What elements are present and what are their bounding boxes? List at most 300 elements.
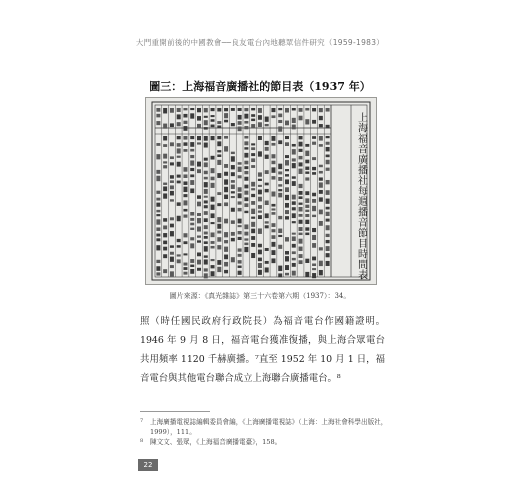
schedule-glyph-mark [224,187,228,192]
schedule-glyph-mark [299,196,303,199]
schedule-glyph-mark [197,162,201,167]
schedule-glyph-mark [278,189,282,191]
schedule-glyph-mark [319,136,323,141]
schedule-glyph-mark [258,172,262,176]
schedule-glyph-mark [258,270,262,275]
schedule-glyph-mark [312,235,316,240]
schedule-glyph-mark [197,226,201,231]
schedule-glyph-mark [183,194,187,197]
schedule-glyph-mark [183,108,187,110]
schedule-glyph-mark [211,213,215,218]
schedule-title-text: 上海福音廣播社每週播音節目時間表 [355,112,367,280]
schedule-glyph-mark [251,188,255,190]
footnote-7 [140,417,390,437]
schedule-glyph-mark [224,179,228,184]
schedule-glyph-mark [278,229,282,233]
schedule-glyph-mark [265,225,269,228]
schedule-glyph-mark [305,119,309,124]
schedule-glyph-mark [258,108,262,113]
schedule-glyph-mark [190,259,194,263]
schedule-glyph-mark [204,171,208,174]
schedule-glyph-mark [312,172,316,175]
schedule-glyph-mark [251,143,255,145]
figure-caption: 圖片來源：《真光雜誌》第三十六卷第六期（1937）：34。 [169,292,351,300]
schedule-glyph-mark [326,225,330,230]
schedule-glyph-mark [170,231,174,236]
schedule-glyph-mark [211,259,215,261]
schedule-glyph-mark [177,202,181,206]
footnotes [140,417,390,447]
schedule-glyph-mark [319,165,323,167]
schedule-glyph-mark [156,114,160,118]
schedule-glyph-mark [156,170,160,174]
schedule-glyph-mark [278,184,282,186]
schedule-glyph-mark [305,191,309,195]
schedule-glyph-mark [197,195,201,199]
figure-title: 圖三：上海福音廣播社的節目表（1937 年） [149,80,371,93]
footnote-8 [140,437,390,447]
schedule-glyph-mark [177,122,181,126]
schedule-glyph-mark [292,236,296,241]
schedule-glyph-mark [177,216,181,221]
schedule-glyph-mark [231,238,235,241]
schedule-glyph-mark [265,189,269,192]
schedule-glyph-mark [177,108,181,112]
schedule-glyph-mark [265,267,269,272]
schedule-glyph-mark [285,155,289,158]
schedule-glyph-mark [211,125,215,128]
schedule-glyph-mark [156,266,160,271]
footnote-text: 上海廣播電視誌編輯委員會編，《上海廣播電視誌》（上海：上海社會科學出版社，1999），111。 [150,418,388,436]
schedule-glyph-mark [312,228,316,232]
schedule-glyph-mark [163,161,167,163]
schedule-glyph-mark [183,214,187,217]
schedule-glyph-mark [211,205,215,210]
schedule-glyph-mark [177,114,181,119]
schedule-glyph-mark [244,238,248,240]
schedule-glyph-mark [292,201,296,205]
schedule-glyph-mark [197,142,201,144]
schedule-glyph-mark [224,219,228,224]
schedule-glyph-mark [204,255,208,257]
footnote-number: 7 [140,418,144,424]
schedule-glyph-mark [292,251,296,254]
schedule-glyph-mark [170,185,174,189]
schedule-glyph-mark [190,188,194,193]
schedule-glyph-mark [251,147,255,150]
schedule-glyph-mark [217,217,221,222]
schedule-glyph-mark [285,160,289,165]
schedule-glyph-mark [190,237,194,240]
schedule-glyph-mark [224,146,228,151]
schedule-glyph-mark [305,205,309,208]
schedule-glyph-mark [319,124,323,127]
schedule-glyph-mark [211,265,215,268]
schedule-glyph-mark [217,231,221,234]
schedule-glyph-mark [190,142,194,147]
schedule-glyph-mark [312,199,316,203]
schedule-glyph-mark [238,231,242,234]
schedule-glyph-mark [271,212,275,215]
schedule-glyph-mark [177,148,181,153]
schedule-glyph-mark [224,172,228,176]
schedule-glyph-mark [217,224,221,229]
schedule-glyph-mark [183,253,187,255]
schedule-glyph-mark [251,124,255,128]
schedule-glyph-mark [305,177,309,180]
schedule-glyph-mark [211,136,215,140]
schedule-glyph-mark [156,198,160,201]
schedule-glyph-mark [258,215,262,219]
schedule-glyph-mark [271,161,275,165]
schedule-glyph-mark [326,246,330,251]
schedule-glyph-mark [278,273,282,277]
schedule-glyph-mark [170,265,174,268]
schedule-glyph-mark [292,125,296,130]
schedule-glyph-mark [251,194,255,197]
schedule-glyph-mark [197,260,201,265]
schedule-glyph-mark [163,225,167,229]
schedule-glyph-mark [299,149,303,152]
schedule-glyph-mark [183,267,187,270]
schedule-glyph-mark [312,167,316,170]
body-paragraph-text: 照（時任國民政府行政院長）為福音電台作國籍證明。1946 年 9 月 8 日，福音電台獲准復播，與上海合眾電台共用頻率 1120 千赫廣播。⁷直至 1952 年 10 月 1 日，福音電台與其他電台聯合成立上海聯合廣播電台。⁸ [140,316,385,384]
schedule-glyph-mark [251,119,255,121]
schedule-glyph-mark [244,224,248,229]
schedule-glyph-mark [271,136,275,141]
schedule-glyph-mark [204,211,208,215]
schedule-glyph-mark [204,108,208,112]
schedule-glyph-mark [231,191,235,193]
schedule-glyph-mark [258,190,262,195]
schedule-glyph-mark [190,265,194,267]
schedule-glyph-mark [183,142,187,145]
schedule-glyph-mark [217,108,221,111]
schedule-glyph-mark [211,183,215,188]
schedule-glyph-mark [217,192,221,195]
schedule-glyph-mark [238,121,242,125]
schedule-glyph-mark [251,222,255,227]
schedule-glyph-mark [156,272,160,275]
schedule-glyph-mark [271,154,275,158]
schedule-glyph-mark [217,260,221,265]
schedule-glyph-mark [156,234,160,237]
schedule-glyph-mark [258,258,262,262]
schedule-glyph-mark [299,254,303,258]
schedule-glyph-mark [183,174,187,178]
schedule-glyph-mark [251,253,255,258]
schedule-glyph-mark [292,181,296,186]
schedule-glyph-mark [170,217,174,220]
schedule-glyph-mark [224,262,228,267]
schedule-glyph-mark [244,147,248,149]
schedule-glyph-mark [190,155,194,158]
schedule-glyph-mark [238,219,242,224]
schedule-glyph-mark [197,235,201,237]
schedule-glyph-mark [312,142,316,145]
schedule-glyph-mark [170,257,174,262]
schedule-glyph-mark [319,270,323,275]
schedule-glyph-mark [292,195,296,200]
schedule-glyph-mark [271,143,275,146]
schedule-glyph-mark [231,220,235,224]
schedule-glyph-mark [190,174,194,177]
schedule-glyph-mark [251,182,255,187]
schedule-glyph-mark [278,164,282,169]
schedule-glyph-mark [319,190,323,194]
schedule-glyph-mark [244,126,248,129]
schedule-glyph-mark [163,165,167,168]
schedule-glyph-mark [312,193,316,197]
schedule-glyph-mark [197,202,201,207]
schedule-glyph-mark [319,171,323,174]
schedule-glyph-mark [299,260,303,264]
schedule-glyph-mark [326,125,330,129]
schedule-glyph-mark [271,258,275,263]
schedule-glyph-mark [156,121,160,125]
schedule-glyph-mark [326,108,330,112]
schedule-glyph-mark [204,241,208,244]
schedule-glyph-mark [292,163,296,168]
schedule-glyph-mark [258,185,262,187]
schedule-glyph-mark [204,218,208,222]
schedule-glyph-mark [305,160,309,164]
schedule-glyph-mark [278,120,282,123]
schedule-glyph-mark [285,265,289,270]
schedule-glyph-mark [319,221,323,226]
schedule-glyph-mark [258,250,262,255]
schedule-glyph-mark [238,167,242,172]
schedule-glyph-mark [211,168,215,173]
schedule-glyph-mark [170,252,174,255]
schedule-glyph-mark [244,153,248,158]
schedule-glyph-mark [156,191,160,194]
schedule-glyph-mark [204,177,208,180]
schedule-glyph-mark [224,247,228,252]
schedule-glyph-mark [285,187,289,192]
schedule-glyph-mark [285,195,289,200]
schedule-glyph-mark [244,232,248,236]
schedule-glyph-mark [238,108,242,111]
schedule-glyph-mark [244,247,248,252]
schedule-glyph-mark [170,175,174,178]
schedule-glyph-mark [183,263,187,266]
schedule-glyph-mark [258,151,262,156]
schedule-glyph-mark [319,247,323,250]
schedule-glyph-mark [292,158,296,161]
schedule-glyph-mark [299,136,303,139]
schedule-glyph-mark [258,136,262,140]
schedule-glyph-mark [231,257,235,262]
schedule-glyph-mark [312,268,316,270]
schedule-glyph-mark [292,233,296,235]
schedule-glyph-mark [217,203,221,206]
schedule-glyph-mark [292,149,296,154]
schedule-glyph-mark [265,155,269,159]
schedule-glyph-mark [326,147,330,151]
schedule-glyph-mark [244,166,248,169]
schedule-glyph-mark [224,164,228,168]
schedule-glyph-mark [244,197,248,201]
schedule-glyph-mark [177,239,181,242]
schedule-glyph-mark [305,198,309,203]
schedule-glyph-mark [299,142,303,147]
schedule-glyph-mark [271,235,275,239]
schedule-glyph-mark [190,243,194,248]
schedule-glyph-mark [251,209,255,214]
schedule-glyph-mark [258,179,262,181]
schedule-glyph-mark [251,236,255,240]
schedule-glyph-mark [190,180,194,185]
schedule-glyph-mark [156,143,160,146]
schedule-glyph-mark [271,191,275,196]
schedule-glyph-mark [197,116,201,121]
schedule-glyph-mark [190,149,194,152]
schedule-glyph-mark [183,272,187,275]
schedule-glyph-mark [326,219,330,222]
schedule-glyph-mark [204,196,208,198]
schedule-glyph-mark [271,229,275,232]
schedule-glyph-mark [177,143,181,147]
schedule-glyph-mark [177,156,181,158]
schedule-glyph-mark [163,124,167,129]
schedule-glyph-mark [319,197,323,201]
schedule-glyph-mark [285,251,289,255]
schedule-glyph-mark [156,245,160,250]
schedule-glyph-mark [177,136,181,139]
schedule-glyph-mark [251,153,255,156]
schedule-glyph-mark [251,114,255,117]
schedule-glyph-mark [183,114,187,118]
schedule-glyph-mark [326,168,330,171]
schedule-glyph-mark [244,108,248,111]
schedule-glyph-mark [292,271,296,276]
schedule-glyph-mark [285,203,289,208]
schedule-glyph-mark [271,176,275,179]
schedule-glyph-mark [251,165,255,168]
schedule-glyph-mark [156,227,160,231]
schedule-glyph-mark [217,141,221,146]
schedule-glyph-mark [156,260,160,263]
schedule-glyph-mark [238,208,242,211]
schedule-glyph-mark [177,259,181,263]
footnote-text: 陳文文、張眾，《上海福音廣播電臺》，158。 [150,438,282,446]
schedule-glyph-mark [163,269,167,273]
schedule-glyph-mark [258,244,262,248]
schedule-glyph-mark [231,208,235,212]
schedule-glyph-mark [244,203,248,207]
schedule-glyph-mark [271,108,275,112]
schedule-glyph-mark [170,245,174,247]
schedule-glyph-mark [251,243,255,247]
schedule-glyph-mark [299,108,303,112]
schedule-glyph-mark [204,232,208,235]
schedule-glyph-mark [305,108,309,110]
schedule-glyph-mark [177,245,181,248]
footnote-number: 8 [140,438,144,444]
schedule-glyph-mark [244,185,248,189]
schedule-glyph-mark [156,203,160,207]
schedule-glyph-mark [211,222,215,224]
schedule-glyph-mark [258,211,262,213]
schedule-glyph-mark [217,125,221,128]
schedule-glyph-mark [238,175,242,178]
schedule-glyph-mark [204,273,208,278]
schedule-glyph-mark [211,246,215,249]
schedule-glyph-mark [312,263,316,266]
schedule-glyph-mark [238,126,242,131]
schedule-glyph-mark [170,123,174,127]
schedule-glyph-mark [292,144,296,147]
schedule-glyph-mark [326,142,330,145]
schedule-glyph-mark [312,273,316,278]
schedule-glyph-mark [285,210,289,214]
schedule-glyph-mark [224,136,228,139]
schedule-glyph-mark [204,116,208,118]
schedule-glyph-mark [305,227,309,230]
schedule-glyph-mark [292,108,296,110]
schedule-glyph-mark [224,240,228,243]
schedule-glyph-mark [156,154,160,159]
schedule-glyph-mark [190,160,194,165]
schedule-glyph-mark [265,183,269,186]
schedule-glyph-mark [163,154,167,159]
schedule-glyph-mark [238,162,242,165]
schedule-glyph-mark [265,117,269,122]
schedule-glyph-mark [163,136,167,140]
schedule-glyph-mark [197,218,201,223]
schedule-glyph-mark [312,108,316,111]
schedule-glyph-mark [190,223,194,226]
schedule-glyph-mark [204,268,208,271]
schedule-glyph-mark [285,108,289,113]
schedule-glyph-mark [190,168,194,171]
schedule-glyph-mark [190,108,194,110]
schedule-glyph-mark [183,233,187,237]
schedule-glyph-mark [278,245,282,249]
schedule-glyph-mark [258,228,262,233]
schedule-glyph-mark [271,242,275,247]
schedule-glyph-mark [319,108,323,112]
schedule-glyph-mark [238,225,242,227]
schedule-glyph-mark [197,124,201,128]
schedule-glyph-mark [211,271,215,276]
schedule-glyph-mark [251,229,255,234]
schedule-glyph-mark [204,143,208,148]
schedule-glyph-mark [156,108,160,112]
schedule-glyph-mark [204,162,208,167]
body-paragraph [140,312,385,388]
schedule-glyph-mark [299,156,303,159]
schedule-glyph-mark [190,228,194,230]
schedule-glyph-mark [217,245,221,249]
schedule-glyph-mark [163,247,167,251]
schedule-glyph-mark [217,173,221,178]
schedule-glyph-mark [217,237,221,241]
schedule-glyph-mark [292,258,296,260]
schedule-glyph-mark [299,169,303,174]
schedule-glyph-mark [305,233,309,236]
schedule-glyph-mark [204,136,208,141]
schedule-glyph-mark [204,127,208,129]
schedule-glyph-mark [292,207,296,210]
schedule-glyph-mark [319,177,323,180]
schedule-glyph-mark [299,239,303,244]
schedule-glyph-mark [285,256,289,261]
schedule-glyph-mark [170,180,174,183]
schedule-glyph-mark [265,124,269,126]
schedule-glyph-mark [238,193,242,198]
